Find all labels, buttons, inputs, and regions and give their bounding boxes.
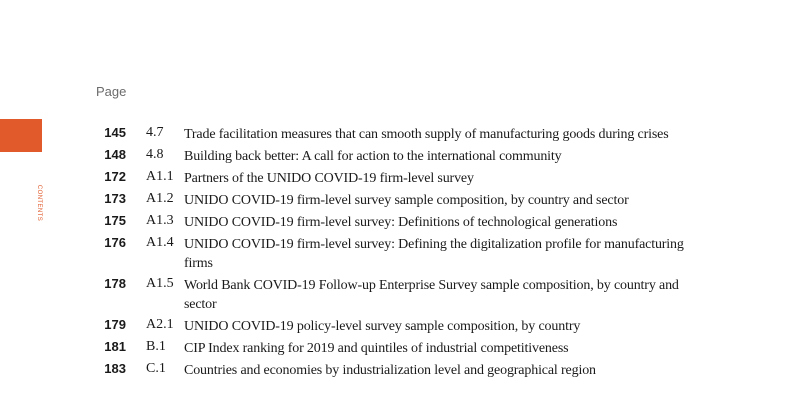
entry-page-number: 181 [104,339,126,354]
entry-code: A1.5 [146,276,174,291]
entry-page-number: 178 [104,276,126,291]
entry-code: A1.2 [146,191,174,206]
entry-title: Countries and economies by industrialization level and geographical region [184,363,596,378]
toc-entry[interactable] [0,125,794,144]
toc-entry[interactable] [0,169,794,188]
entry-title: World Bank COVID-19 Follow-up Enterprise Survey sample composition, by country and sector [184,278,679,312]
entry-code: A1.4 [146,235,174,250]
toc-entry[interactable] [0,213,794,232]
entry-title: Partners of the UNIDO COVID-19 firm-level survey [184,171,474,186]
toc-entry[interactable] [0,361,794,380]
side-label: CONTENTS [36,184,42,222]
toc-entry[interactable] [0,339,794,358]
page-label: Page [96,84,127,99]
entry-title: UNIDO COVID-19 firm-level survey: Definitions of technological generations [184,215,618,230]
entry-code: A2.1 [146,317,174,332]
toc-entry[interactable] [0,191,794,210]
entry-page-number: 148 [104,147,126,162]
entry-page-number: 176 [104,235,126,250]
entry-page-number: 175 [104,213,126,228]
entry-code: A1.3 [146,213,174,228]
entry-code: A1.1 [146,169,174,184]
toc-entry[interactable] [0,235,794,273]
entry-code: B.1 [146,339,166,354]
entry-title: CIP Index ranking for 2019 and quintiles of industrial competitiveness [184,341,569,356]
toc-entry[interactable] [0,276,794,314]
entry-page-number: 145 [104,125,126,140]
entry-code: 4.7 [146,125,164,140]
toc-entry[interactable] [0,147,794,166]
toc-entry[interactable] [0,317,794,336]
entries-list [0,125,794,383]
entry-title: UNIDO COVID-19 firm-level survey sample composition, by country and sector [184,193,629,208]
entry-title: UNIDO COVID-19 policy-level survey sample composition, by country [184,319,581,334]
entry-code: 4.8 [146,147,164,162]
entry-title: Building back better: A call for action to the international community [184,149,562,164]
entry-code: C.1 [146,361,166,376]
entry-title: UNIDO COVID-19 firm-level survey: Defining the digitalization profile for manufacturing firms [184,237,684,271]
entry-page-number: 179 [104,317,126,332]
entry-page-number: 183 [104,361,126,376]
entry-page-number: 173 [104,191,126,206]
entry-title: Trade facilitation measures that can smooth supply of manufacturing goods during crises [184,127,669,142]
entry-page-number: 172 [104,169,126,184]
